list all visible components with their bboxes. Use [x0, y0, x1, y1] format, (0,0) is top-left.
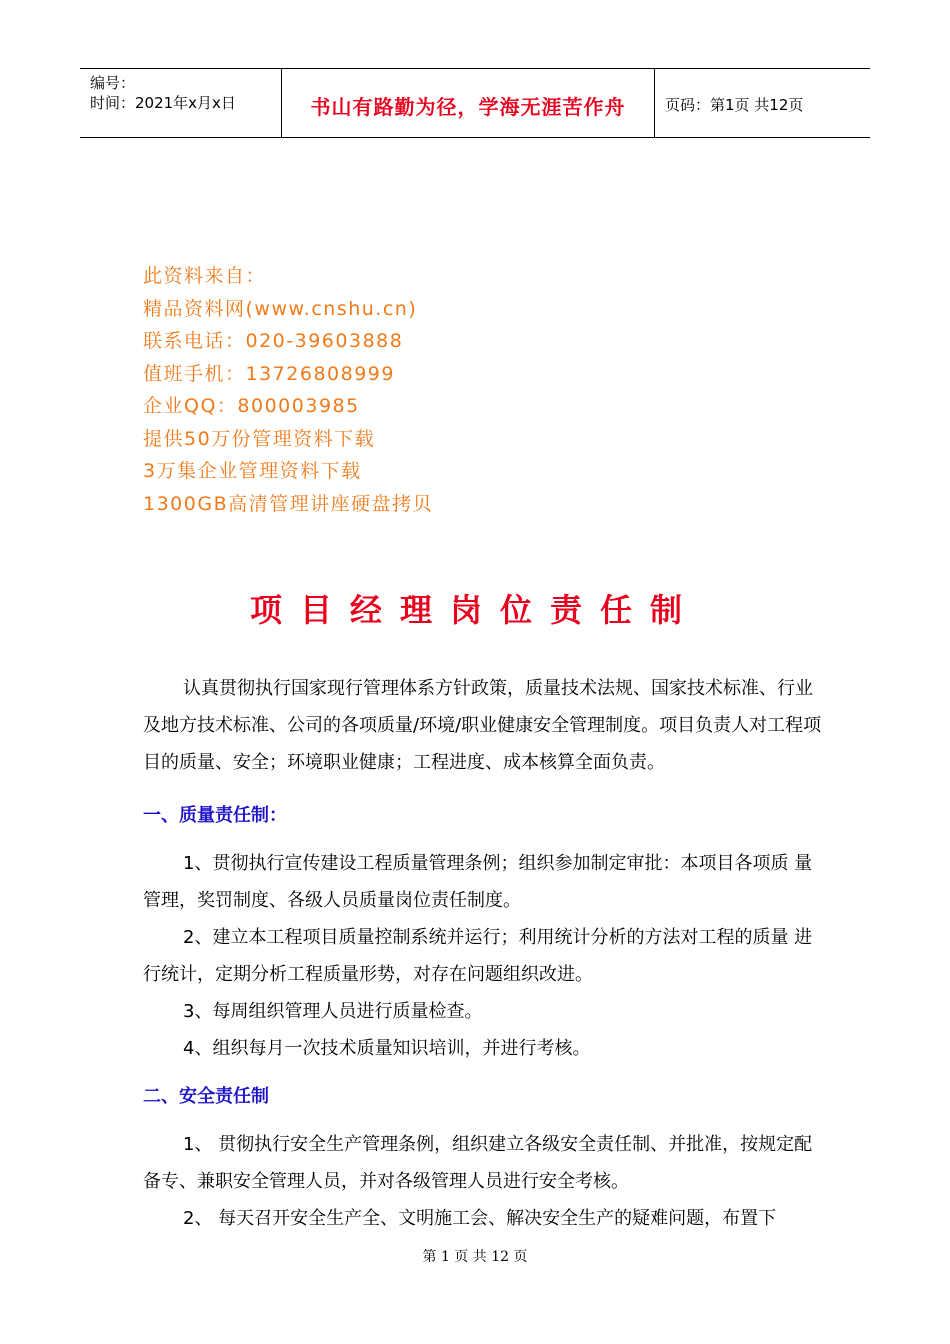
intro-paragraph: 认真贯彻执行国家现行管理体系方针政策，质量技术法规、国家技术标准、行业及地方技术标准、公司的各项质量/环境/职业健康安全管理制度。项目负责人对工程项目的质量、安全；环境职业健康；工程进度、成本核算全面负责。 [143, 678, 822, 773]
list-item: 2、建立本工程项目质量控制系统并运行；利用统计分析的方法对工程的质量 进行统计，定期分析工程质量形势，对存在问题组织改进。 [143, 927, 813, 985]
source-line: 值班手机：13726808999 [143, 362, 395, 385]
section-heading: 二、安全责任制 [143, 1086, 269, 1107]
source-line: 1300GB高清管理讲座硬盘拷贝 [143, 492, 434, 515]
list-item: 1、贯彻执行宣传建设工程质量管理条例；组织参加制定审批：本项目各项质 量管理，奖罚制度、各级人员质量岗位责任制度。 [143, 853, 813, 911]
header-meta [90, 73, 236, 113]
list-item: 1、 贯彻执行安全生产管理条例，组织建立各级安全责任制、并批准，按规定配备专、兼职安全管理人员，并对各级管理人员进行安全考核。 [143, 1134, 813, 1192]
section-heading: 一、质量责任制： [143, 805, 287, 826]
page-footer: 第 1 页 共 12 页 [422, 1249, 528, 1265]
section-safety [143, 1078, 823, 1115]
source-line: 3万集企业管理资料下载 [143, 460, 362, 482]
date-label: 时间：2021年x月x日 [90, 94, 236, 112]
document-title: 项目经理岗位责任制 [249, 591, 700, 629]
section-quality [143, 797, 823, 834]
header-motto: 书山有路勤为径，学海无涯苦作舟 [310, 95, 626, 119]
source-line: 提供50万份管理资料下载 [143, 427, 376, 450]
header-page-info: 页码：第1页 共12页 [665, 96, 804, 114]
source-line: 精品资料网(www.cnshu.cn) [143, 297, 418, 320]
page-header [80, 68, 870, 138]
number-label: 编号： [90, 74, 136, 92]
source-line: 企业QQ：800003985 [143, 395, 360, 417]
source-line: 此资料来自： [143, 265, 267, 287]
source-info-block [143, 260, 433, 520]
list-item: 3、每周组织管理人员进行质量检查。 [183, 1001, 483, 1022]
section-quality-items [143, 845, 823, 1067]
list-item: 2、 每天召开安全生产全、文明施工会、解决安全生产的疑难问题，布置下 [183, 1208, 777, 1229]
header-divider [654, 69, 655, 137]
section-safety-items [143, 1126, 823, 1237]
intro-paragraph-wrap [143, 670, 823, 781]
list-item: 4、组织每月一次技术质量知识培训，并进行考核。 [183, 1038, 591, 1059]
source-line: 联系电话：020-39603888 [143, 330, 404, 352]
